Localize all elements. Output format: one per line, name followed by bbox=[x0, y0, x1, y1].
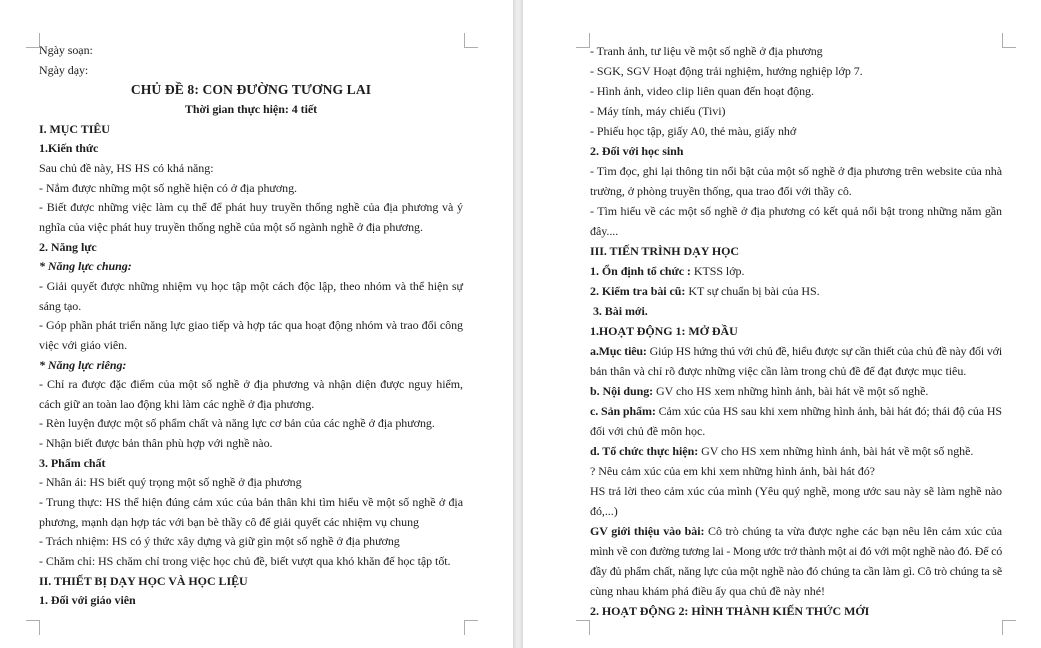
text-line: - Giải quyết được những nhiệm vụ học tập một cách độc lập, theo nhóm và thể hiện sự bbox=[39, 278, 463, 293]
text-line: - Nhận biết được bản thân phù hợp với nghề nào. bbox=[39, 436, 273, 451]
text-line: - Phiếu học tập, giấy A0, thẻ màu, giấy nhớ bbox=[590, 124, 797, 138]
text-line: 2. Năng lực bbox=[39, 239, 97, 254]
crop-mark-top-right bbox=[464, 33, 478, 48]
crop-mark-top-left bbox=[576, 33, 590, 48]
crop-mark-bottom-right bbox=[1002, 620, 1016, 635]
text-line: d. Tổ chức thực hiện: GV cho HS xem những hình ảnh, bài hát về một số nghề. bbox=[590, 444, 974, 458]
text-line: sáng tạo. bbox=[39, 298, 82, 313]
text-line: - Biết được những việc làm cụ thể để phát huy truyền thống nghề của địa phương và ý bbox=[39, 200, 463, 215]
text-line: 2. Đối với học sinh bbox=[590, 144, 684, 158]
text-line: 1. Đối với giáo viên bbox=[39, 593, 136, 608]
text-line: - Nắm được những một số nghề hiện có ở địa phương. bbox=[39, 180, 298, 195]
crop-mark-bottom-left bbox=[576, 620, 590, 635]
text-line: GV giới thiệu vào bài: Cô trò chúng ta vừa được nghe các bạn nêu lên cảm xúc của bbox=[590, 524, 1002, 538]
text-line: - Chỉ ra được đặc điểm của một số nghề ở địa phương và nhận diện được nguy hiểm, bbox=[39, 377, 463, 392]
crop-mark-top-right bbox=[1002, 33, 1016, 48]
text-line: ? Nêu cảm xúc của em khi xem những hình ảnh, bài hát đó? bbox=[590, 464, 875, 478]
page-1 bbox=[0, 0, 513, 648]
text-line: - Tìm hiểu về các một số nghề ở địa phương có kết quả nổi bật trong những năm gần bbox=[590, 204, 1002, 218]
text-line: * Năng lực riêng: bbox=[39, 357, 127, 372]
text-line: đây.... bbox=[590, 224, 619, 238]
text-line: - Nhân ái: HS biết quý trọng một số nghề ở địa phương bbox=[39, 475, 302, 490]
text-line: cách giữ an toàn lao động khi làm các nghề ở địa phương. bbox=[39, 396, 315, 411]
crop-mark-bottom-left bbox=[26, 620, 40, 635]
page-2 bbox=[523, 0, 1041, 648]
text-line: 3. Phẩm chất bbox=[39, 455, 106, 470]
text-line: - Tìm đọc, ghi lại thông tin nổi bật của một số nghề ở địa phương trên website của nhà bbox=[590, 164, 1002, 178]
text-line: Ngày dạy: bbox=[39, 62, 89, 77]
text-line: Ngày soạn: bbox=[39, 43, 93, 57]
text-line: bản thân và chỉ rõ được những việc cần làm trong chủ đề để đạt được mục tiêu. bbox=[590, 364, 967, 378]
page-1-text-column bbox=[39, 41, 463, 611]
page-2-text-column bbox=[590, 41, 1002, 621]
text-line: - Máy tính, máy chiếu (Tivi) bbox=[590, 104, 726, 118]
run-bold: a.Mục tiêu: bbox=[590, 344, 647, 358]
text-line: 3. Bài mới. bbox=[590, 304, 648, 318]
run-bold: b. Nội dung: bbox=[590, 384, 654, 398]
run-bold: 2. Kiểm tra bài cũ: bbox=[590, 284, 686, 298]
text-line: 2. HOẠT ĐỘNG 2: HÌNH THÀNH KIẾN THỨC MỚI bbox=[590, 604, 870, 618]
text-line: II. THIẾT BỊ DẠY HỌC VÀ HỌC LIỆU bbox=[39, 573, 248, 588]
text-line: đối với chủ đề môn học. bbox=[590, 424, 706, 438]
text-line: HS trả lời theo cảm xúc của mình (Yêu quý nghề, mong ước sau này sẽ làm nghề nào bbox=[590, 484, 1002, 498]
text-line: - Trách nhiệm: HS có ý thức xây dựng và giữ gìn một số nghề ở địa phương bbox=[39, 534, 400, 549]
text-line: 2. Kiểm tra bài cũ: KT sự chuẩn bị bài của HS. bbox=[590, 284, 820, 298]
run-bold: 1. Ổn định tổ chức : bbox=[590, 264, 691, 278]
text-line: trường, ở phòng truyền thống, qua trao đổi với thầy cô. bbox=[590, 184, 852, 198]
text-line: đầy đủ phẩm chất, năng lực của một nghề nào đó chúng ta cần làm gì. Cô trò chúng ta sẽ bbox=[590, 564, 1002, 578]
crop-mark-bottom-right bbox=[464, 620, 478, 635]
text-line: cùng nhau khám phá điều ấy qua chủ đề này nhé! bbox=[590, 584, 825, 598]
text-line: c. Sản phẩm: Cảm xúc của HS sau khi xem những hình ảnh, bài hát đó; thái độ của HS bbox=[590, 404, 1002, 418]
text-line: - Trung thực: HS thể hiện đúng cảm xúc của bản thân khi tìm hiểu về một số nghề ở địa bbox=[39, 495, 463, 510]
text-line: mình về con đường tương lai - Mong ước trở thành một ai đó với một nghề nào đó. Để có bbox=[590, 544, 1002, 558]
text-line: - Góp phần phát triển năng lực giao tiếp và hợp tác qua hoạt động nhóm và trao đổi công bbox=[39, 318, 463, 333]
run-bold: d. Tổ chức thực hiện: bbox=[590, 444, 699, 458]
text-line: b. Nội dung: GV cho HS xem những hình ảnh, bài hát về một số nghề. bbox=[590, 384, 929, 398]
text-line: 1.HOẠT ĐỘNG 1: MỞ ĐẦU bbox=[590, 324, 738, 338]
text-line: CHỦ ĐỀ 8: CON ĐƯỜNG TƯƠNG LAI bbox=[130, 82, 372, 98]
text-line: việc với giáo viên. bbox=[39, 337, 128, 352]
text-line: - Chăm chỉ: HS chăm chỉ trong việc học chủ đề, biết vượt qua khó khăn để học tập tốt. bbox=[39, 554, 451, 569]
text-line: Thời gian thực hiện: 4 tiết bbox=[184, 101, 318, 116]
crop-mark-top-left bbox=[26, 33, 40, 48]
text-line: III. TIẾN TRÌNH DẠY HỌC bbox=[590, 244, 739, 258]
text-line: - Rèn luyện được một số phẩm chất và năng lực cơ bản của các nghề ở địa phương. bbox=[39, 416, 435, 431]
text-line: a.Mục tiêu: Giúp HS hứng thú với chủ đề, hiểu được sự cần thiết của chủ đề này đối với bbox=[590, 344, 1002, 358]
text-line: - Tranh ảnh, tư liệu về một số nghề ở địa phương bbox=[590, 44, 823, 58]
text-line: đó,...) bbox=[590, 504, 618, 518]
page-gap-divider bbox=[513, 0, 523, 648]
run-bold: c. Sản phẩm: bbox=[590, 404, 656, 418]
text-line: 1. Ổn định tổ chức : KTSS lớp. bbox=[590, 264, 745, 278]
text-line: nghĩa của việc phát huy truyền thống nghề của một số ngành nghề ở địa phương. bbox=[39, 219, 423, 234]
text-line: - Hình ảnh, video clip liên quan đến hoạt động. bbox=[590, 84, 814, 98]
text-line: 1.Kiến thức bbox=[39, 141, 99, 156]
text-line: * Năng lực chung: bbox=[39, 259, 132, 274]
text-line: I. MỤC TIÊU bbox=[39, 121, 110, 136]
text-line: phương, mạnh dạn hợp tác với bạn bè thầy cô để giải quyết các nhiệm vụ chung bbox=[39, 514, 419, 529]
text-line: Sau chủ đề này, HS HS có khả năng: bbox=[39, 160, 214, 175]
run-bold: GV giới thiệu vào bài: bbox=[590, 524, 705, 538]
text-line: - SGK, SGV Hoạt động trải nghiệm, hướng nghiệp lớp 7. bbox=[590, 64, 863, 78]
